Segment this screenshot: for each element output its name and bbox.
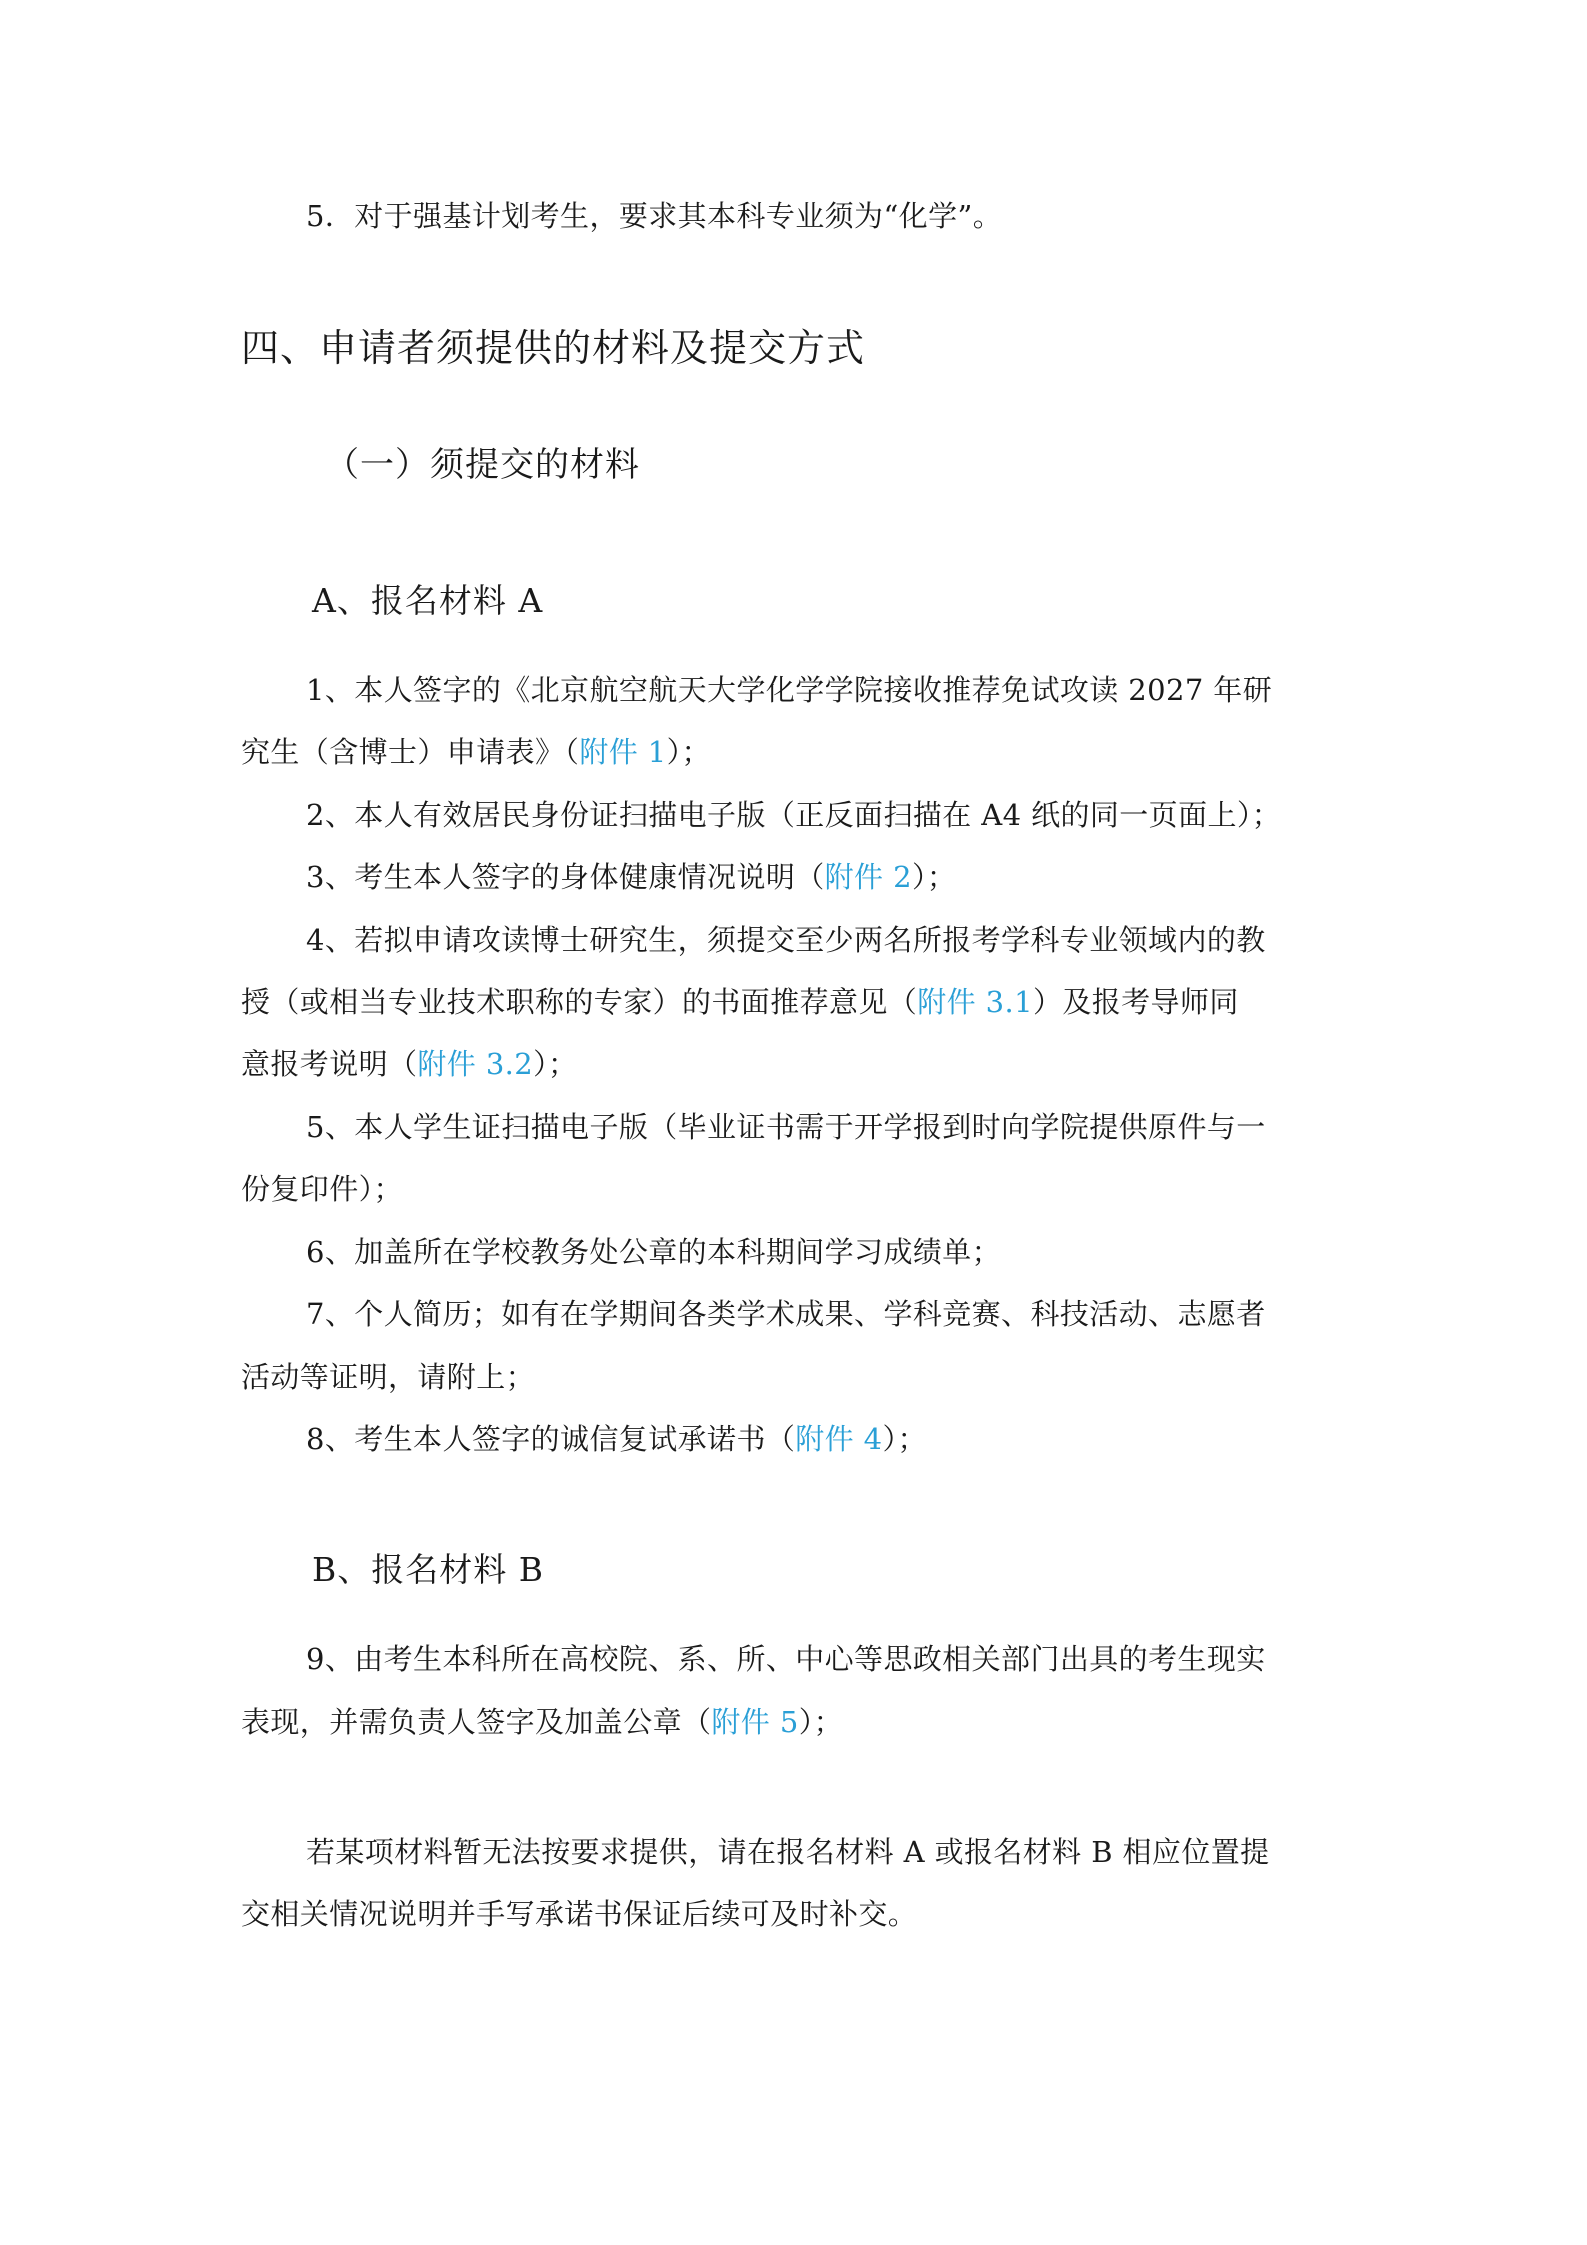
- item-3: [306, 855, 956, 899]
- attachment-4-link[interactable]: 附件 4: [795, 1422, 883, 1456]
- item-2: 2、本人有效居民身份证扫描电子版（正反面扫描在 A4 纸的同一页面上）；: [306, 798, 1282, 832]
- item-9-line-2: [241, 1700, 843, 1744]
- item-4-mid: ）及报考导师同: [1032, 985, 1239, 1019]
- attachment-2-link[interactable]: 附件 2: [824, 860, 912, 894]
- item-1-text: 究生（含博士）申请表》（: [241, 735, 580, 769]
- item-1-line-2: [241, 730, 711, 774]
- item-4-text: 授（或相当专业技术职称的专家）的书面推荐意见（: [241, 985, 918, 1019]
- attachment-3-1-link[interactable]: 附件 3.1: [917, 985, 1033, 1019]
- note-line-1: 若某项材料暂无法按要求提供，请在报名材料 A 或报名材料 B 相应位置提: [306, 1835, 1270, 1869]
- item-7-line-1: 7、个人简历；如有在学期间各类学术成果、学科竞赛、科技活动、志愿者: [306, 1297, 1266, 1331]
- subsection-title: （一）须提交的材料: [325, 445, 640, 485]
- item-1-tail: ）；: [666, 735, 711, 769]
- item-4-line-3: [241, 1042, 577, 1086]
- item-6: 6、加盖所在学校教务处公章的本科期间学习成绩单；: [306, 1235, 1002, 1269]
- item-4-tail: ）；: [533, 1047, 578, 1081]
- section-title: 四、申请者须提供的材料及提交方式: [241, 326, 866, 370]
- attachment-5-link[interactable]: 附件 5: [711, 1705, 799, 1739]
- item-4-line-2: [241, 980, 1239, 1024]
- item-8-text: 8、考生本人签字的诚信复试承诺书（: [306, 1422, 796, 1456]
- item-3-tail: ）；: [911, 860, 957, 894]
- item-9-line-1: 9、由考生本科所在高校院、系、所、中心等思政相关部门出具的考生现实: [306, 1642, 1266, 1676]
- item-1-line-1: 1、本人签字的《北京航空航天大学化学学院接收推荐免试攻读 2027 年研: [306, 673, 1273, 707]
- item-9-tail: ）；: [798, 1705, 843, 1739]
- group-b-title: B、报名材料 B: [312, 1550, 544, 1589]
- item-3-text: 3、考生本人签字的身体健康情况说明（: [306, 860, 825, 894]
- item-4-line-1: 4、若拟申请攻读博士研究生，须提交至少两名所报考学科专业领域内的教: [306, 923, 1266, 957]
- attachment-1-link[interactable]: 附件 1: [579, 735, 667, 769]
- attachment-3-2-link[interactable]: 附件 3.2: [417, 1047, 534, 1081]
- item-7-line-2: 活动等证明，请附上；: [241, 1360, 536, 1394]
- item-4-text-2: 意报考说明（: [241, 1047, 418, 1081]
- item-9-text: 表现，并需负责人签字及加盖公章（: [241, 1705, 712, 1739]
- item-8: [306, 1417, 927, 1461]
- item-5-line-2: 份复印件）；: [241, 1172, 403, 1206]
- note-line-2: 交相关情况说明并手写承诺书保证后续可及时补交。: [241, 1897, 918, 1931]
- group-a-title: A、报名材料 A: [312, 581, 544, 620]
- item-5-line-1: 5、本人学生证扫描电子版（毕业证书需于开学报到时向学院提供原件与一: [306, 1110, 1266, 1144]
- item-8-tail: ）；: [882, 1422, 927, 1456]
- requirement-item-5: 5．对于强基计划考生，要求其本科专业须为“化学”。: [306, 199, 1003, 233]
